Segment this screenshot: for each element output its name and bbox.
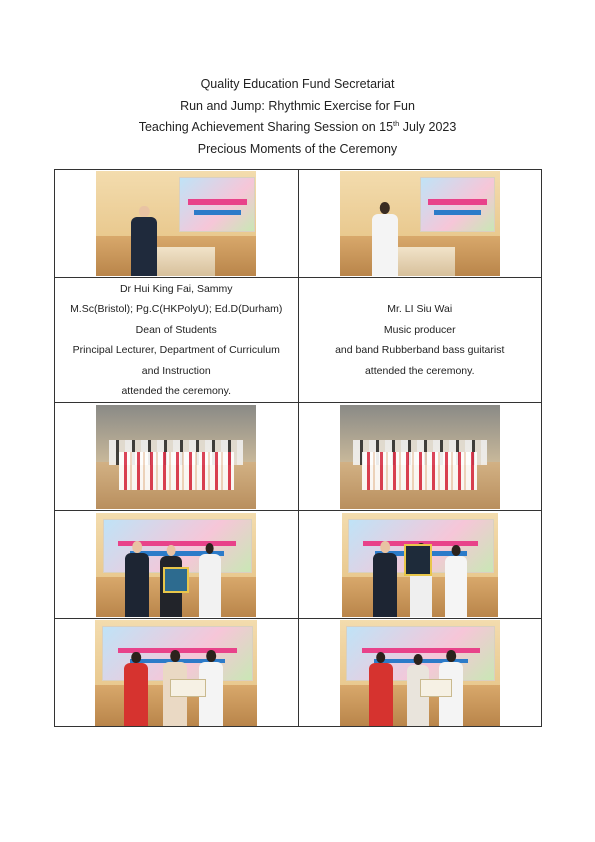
header-line-3-sup: th [393, 118, 400, 128]
photo-certificate-2 [340, 620, 500, 726]
photo-cell [298, 619, 542, 727]
header-line-4: Precious Moments of the Ceremony [197, 141, 398, 156]
header-line-3-tail: July 2023 [399, 120, 457, 134]
caption-right-line: Music producer [383, 323, 456, 336]
photo-speaker-2 [340, 171, 500, 276]
caption-left-line: attended the ceremony. [121, 385, 232, 397]
caption-cell-left [55, 278, 299, 403]
caption-left-line: and Instruction [141, 364, 211, 377]
photo-speaker-1 [96, 171, 256, 276]
caption-right-line: attended the ceremony. [364, 364, 475, 377]
table-row [55, 403, 542, 511]
caption-right-line: Mr. LI Siu Wai [387, 303, 453, 315]
photo-presentation-1 [96, 513, 256, 617]
table-row [55, 619, 542, 727]
photo-cell [298, 511, 542, 619]
caption-left-line: Principal Lecturer, Department of Curriculum [72, 344, 280, 356]
table-row [55, 170, 542, 278]
photo-group-1 [96, 405, 256, 509]
table-row [55, 278, 542, 403]
photo-cell [55, 170, 299, 278]
caption-cell-right [298, 278, 542, 403]
header-line-1: Quality Education Fund Secretariat [200, 77, 395, 91]
table-row [55, 511, 542, 619]
page-header [0, 74, 595, 160]
caption-left-line: Dr Hui King Fai, Sammy [119, 282, 233, 295]
caption-left-line: M.Sc(Bristol); Pg.C(HKPolyU); Ed.D(Durham) [70, 303, 283, 315]
photo-cell [55, 403, 299, 511]
caption-left-line: Dean of Students [135, 323, 217, 336]
header-line-3 [0, 117, 595, 139]
photo-cell [55, 511, 299, 619]
photo-cell [55, 619, 299, 727]
photo-table [54, 169, 542, 727]
photo-cell [298, 403, 542, 511]
header-line-2: Run and Jump: Rhythmic Exercise for Fun [180, 98, 415, 113]
photo-certificate-1 [95, 620, 257, 726]
caption-right-line: and band Rubberband bass guitarist [335, 344, 505, 356]
photo-cell [298, 170, 542, 278]
photo-group-2 [340, 405, 500, 509]
photo-presentation-2 [342, 513, 498, 617]
header-line-3-main: Teaching Achievement Sharing Session on 15 [138, 120, 394, 134]
